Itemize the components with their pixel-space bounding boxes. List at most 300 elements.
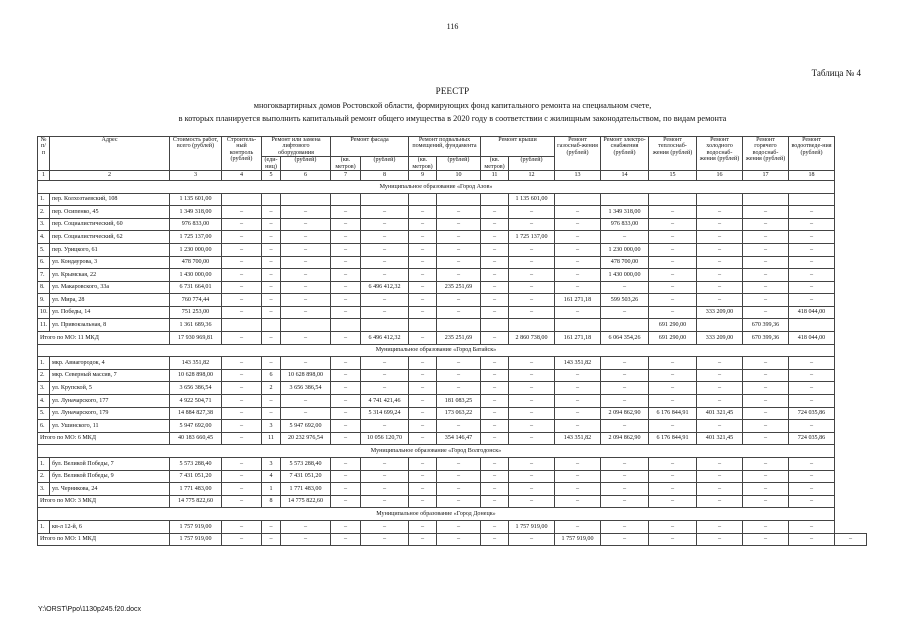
table-cell: –	[697, 483, 743, 496]
table-cell: 1 135 601,00	[509, 193, 555, 206]
table-cell: –	[409, 231, 437, 244]
table-cell	[437, 193, 481, 206]
municipality-row	[38, 180, 867, 193]
table-cell: –	[222, 269, 262, 282]
table-cell: –	[555, 269, 601, 282]
table-cell: –	[601, 483, 649, 496]
table-cell: –	[509, 281, 555, 294]
table-cell: 1 725 137,00	[509, 231, 555, 244]
table-cell: –	[555, 231, 601, 244]
document-subtitle-line-1: многоквартирных домов Ростовской области, формирующих фонд капитального ремонта на специальном счете,	[253, 101, 652, 110]
table-cell: –	[361, 420, 409, 433]
table-cell: –	[281, 407, 331, 420]
header-num: № п/п	[38, 137, 50, 171]
table-cell: 173 063,22	[437, 407, 481, 420]
table-cell: –	[331, 218, 361, 231]
table-cell: –	[789, 281, 835, 294]
table-cell: 1 230 000,00	[170, 243, 222, 256]
table-cell: –	[509, 218, 555, 231]
address-cell: пер. Колхозтаевский, 108	[50, 193, 170, 206]
table-cell: –	[743, 206, 789, 219]
table-cell: –	[262, 231, 281, 244]
table-cell: –	[555, 407, 601, 420]
table-cell: –	[331, 231, 361, 244]
total-cell: –	[222, 432, 262, 445]
table-cell: 3.	[38, 382, 50, 395]
header-cost: Стоимость работ, всего (рублей)	[170, 137, 222, 171]
municipality-name: Муниципальное образование «Город Волгодонск»	[38, 445, 835, 458]
table-cell	[601, 319, 649, 332]
table-cell	[222, 193, 262, 206]
table-cell: 1 230 000,00	[601, 243, 649, 256]
table-cell: 751 253,00	[170, 306, 222, 319]
table-cell: 143 351,82	[555, 357, 601, 370]
address-cell: ул. Крупской, 5	[50, 382, 170, 395]
table-cell	[555, 319, 601, 332]
table-cell: –	[331, 256, 361, 269]
column-number: 18	[789, 170, 835, 180]
table-cell: –	[697, 243, 743, 256]
table-cell: –	[262, 306, 281, 319]
table-cell	[409, 319, 437, 332]
table-cell: –	[222, 281, 262, 294]
table-cell: 478 700,00	[170, 256, 222, 269]
column-number-row	[38, 170, 867, 180]
table-cell: –	[281, 294, 331, 307]
table-cell	[697, 319, 743, 332]
table-cell: –	[262, 395, 281, 408]
table-cell: 6 496 412,32	[361, 281, 409, 294]
total-cell: 17 930 969,81	[170, 332, 222, 345]
table-cell: –	[361, 256, 409, 269]
table-row	[38, 395, 867, 408]
header-facade-rub: (рублей)	[361, 157, 409, 171]
table-cell: –	[649, 483, 697, 496]
table-cell: –	[437, 483, 481, 496]
total-cell: 724 035,86	[789, 432, 835, 445]
header-basement: Ремонт подвальных помещений, фундамента	[409, 137, 481, 157]
column-number: 9	[409, 170, 437, 180]
table-cell: 1 771 483,00	[281, 483, 331, 496]
table-cell: 1 757 919,00	[509, 520, 555, 533]
table-cell: –	[697, 369, 743, 382]
table-cell: –	[697, 395, 743, 408]
table-cell: –	[743, 395, 789, 408]
table-cell: –	[409, 520, 437, 533]
table-cell: –	[222, 395, 262, 408]
total-cell: –	[361, 533, 409, 546]
table-cell: –	[262, 243, 281, 256]
table-cell: –	[601, 281, 649, 294]
table-cell: –	[222, 256, 262, 269]
total-cell: –	[262, 533, 281, 546]
table-row	[38, 458, 867, 471]
table-cell: –	[481, 294, 509, 307]
table-row	[38, 357, 867, 370]
table-cell: –	[601, 520, 649, 533]
table-header	[38, 137, 867, 171]
total-cell: –	[649, 533, 697, 546]
table-cell: –	[481, 483, 509, 496]
table-row	[38, 382, 867, 395]
table-row	[38, 407, 867, 420]
table-cell: –	[437, 306, 481, 319]
table-cell: 11.	[38, 319, 50, 332]
table-cell: –	[481, 458, 509, 471]
table-cell: –	[649, 420, 697, 433]
table-cell: –	[361, 269, 409, 282]
header-heat: Ремонт теплоснаб-жения (рублей)	[649, 137, 697, 171]
header-elevator-units: (еди-ниц)	[262, 157, 281, 171]
total-cell: 11	[262, 432, 281, 445]
table-cell: –	[743, 357, 789, 370]
table-cell: –	[601, 395, 649, 408]
table-cell: –	[789, 520, 835, 533]
table-cell: –	[481, 470, 509, 483]
total-row	[38, 432, 867, 445]
table-cell: 1 430 000,00	[601, 269, 649, 282]
total-label: Итого по МО: 1 МКД	[38, 533, 170, 546]
table-cell: –	[601, 231, 649, 244]
table-cell: –	[509, 458, 555, 471]
address-cell: ул. Макаровского, 33а	[50, 281, 170, 294]
table-cell: –	[789, 420, 835, 433]
table-cell: 3.	[38, 483, 50, 496]
table-cell: –	[222, 483, 262, 496]
table-cell: –	[509, 395, 555, 408]
table-row	[38, 218, 867, 231]
total-cell: 691 290,00	[649, 332, 697, 345]
total-cell: –	[331, 332, 361, 345]
total-label: Итого по МО: 6 МКД	[38, 432, 170, 445]
table-cell: 4 922 504,71	[170, 395, 222, 408]
table-cell: –	[481, 306, 509, 319]
table-cell: –	[649, 256, 697, 269]
header-gas: Ремонт газоснаб-жения (рублей)	[555, 137, 601, 171]
table-cell: –	[697, 269, 743, 282]
table-cell: –	[262, 218, 281, 231]
table-cell: 161 271,18	[555, 294, 601, 307]
table-cell: –	[331, 206, 361, 219]
table-cell: 2 094 862,90	[601, 407, 649, 420]
table-cell	[789, 319, 835, 332]
table-cell: –	[361, 470, 409, 483]
table-cell: 1 135 601,00	[170, 193, 222, 206]
table-cell: –	[509, 369, 555, 382]
table-cell: –	[409, 407, 437, 420]
total-cell: –	[281, 533, 331, 546]
table-cell: –	[555, 420, 601, 433]
total-cell: –	[697, 533, 743, 546]
document-title: РЕЕСТР	[435, 86, 470, 96]
table-cell	[481, 193, 509, 206]
total-cell: 161 271,18	[555, 332, 601, 345]
table-cell: 9.	[38, 294, 50, 307]
table-cell: –	[697, 382, 743, 395]
table-cell: 2.	[38, 369, 50, 382]
table-cell: –	[481, 407, 509, 420]
header-facade: Ремонт фасада	[331, 137, 409, 157]
table-cell: 333 209,00	[697, 306, 743, 319]
table-cell: –	[789, 294, 835, 307]
table-cell: 3	[262, 458, 281, 471]
table-cell: –	[509, 483, 555, 496]
table-cell: 4 741 421,46	[361, 395, 409, 408]
table-cell: –	[649, 269, 697, 282]
address-cell: пер. Урицкого, 61	[50, 243, 170, 256]
table-cell: –	[409, 369, 437, 382]
table-row	[38, 369, 867, 382]
table-cell: 10 628 898,00	[281, 369, 331, 382]
table-cell: 3 656 386,54	[281, 382, 331, 395]
table-cell: –	[281, 520, 331, 533]
total-cell: –	[222, 533, 262, 546]
total-row	[38, 495, 867, 508]
table-cell: –	[743, 470, 789, 483]
table-cell: –	[509, 470, 555, 483]
table-cell: –	[649, 520, 697, 533]
table-cell: 1 725 137,00	[170, 231, 222, 244]
table-cell: –	[222, 243, 262, 256]
table-cell: –	[331, 520, 361, 533]
table-cell: –	[437, 256, 481, 269]
table-cell: –	[697, 281, 743, 294]
address-cell: ул. Луначарского, 179	[50, 407, 170, 420]
table-cell: –	[789, 382, 835, 395]
table-cell: 6.	[38, 256, 50, 269]
table-cell: –	[481, 520, 509, 533]
table-cell: –	[331, 483, 361, 496]
table-cell: –	[361, 520, 409, 533]
municipality-name: Муниципальное образование «Город Донецк»	[38, 508, 835, 521]
table-cell: –	[743, 256, 789, 269]
table-cell	[437, 319, 481, 332]
table-cell: –	[601, 382, 649, 395]
table-cell: 691 290,00	[649, 319, 697, 332]
header-basement-rub: (рублей)	[437, 157, 481, 171]
table-cell: 976 833,00	[601, 218, 649, 231]
table-cell: 1 361 689,36	[170, 319, 222, 332]
table-cell: –	[361, 243, 409, 256]
table-cell	[331, 319, 361, 332]
table-row	[38, 294, 867, 307]
table-cell	[481, 319, 509, 332]
column-number: 2	[50, 170, 170, 180]
table-cell: –	[743, 269, 789, 282]
table-row	[38, 193, 867, 206]
table-cell: –	[789, 206, 835, 219]
total-cell: 354 146,47	[437, 432, 481, 445]
header-construction-control: Строитель-ный контроль (рублей)	[222, 137, 262, 171]
table-cell: –	[697, 206, 743, 219]
table-cell: 5 947 692,00	[170, 420, 222, 433]
table-cell: –	[481, 420, 509, 433]
address-cell: пер. Осипенко, 45	[50, 206, 170, 219]
table-cell: –	[481, 395, 509, 408]
total-cell: –	[743, 533, 789, 546]
total-cell: –	[331, 533, 361, 546]
table-cell: –	[437, 218, 481, 231]
table-cell: –	[437, 269, 481, 282]
table-cell: –	[649, 395, 697, 408]
table-cell: –	[697, 420, 743, 433]
total-cell: 2 860 738,00	[509, 332, 555, 345]
table-cell: 1 349 318,00	[601, 206, 649, 219]
table-cell: –	[555, 218, 601, 231]
table-cell: –	[481, 281, 509, 294]
total-cell: –	[262, 332, 281, 345]
table-cell: –	[697, 218, 743, 231]
header-facade-sqm: (кв. метров)	[331, 157, 361, 171]
total-cell: –	[509, 432, 555, 445]
table-cell: –	[222, 382, 262, 395]
table-cell: 7 431 051,20	[170, 470, 222, 483]
total-cell: –	[361, 495, 409, 508]
table-cell: 3 656 386,54	[170, 382, 222, 395]
total-cell: 8	[262, 495, 281, 508]
table-cell: 724 035,86	[789, 407, 835, 420]
table-cell: –	[509, 269, 555, 282]
total-cell: –	[409, 332, 437, 345]
total-cell: –	[409, 495, 437, 508]
header-roof-rub: (рублей)	[509, 157, 555, 171]
table-cell: –	[649, 458, 697, 471]
table-row	[38, 281, 867, 294]
table-cell: –	[509, 243, 555, 256]
address-cell: бул. Великой Победы, 7	[50, 458, 170, 471]
table-cell: –	[331, 470, 361, 483]
table-row	[38, 483, 867, 496]
table-row	[38, 520, 867, 533]
table-cell: 2	[262, 382, 281, 395]
table-cell: –	[222, 218, 262, 231]
table-cell: –	[481, 218, 509, 231]
table-cell: –	[222, 306, 262, 319]
table-cell: –	[409, 458, 437, 471]
table-cell: –	[222, 520, 262, 533]
address-cell: кв-л 12-й, 6	[50, 520, 170, 533]
table-cell: –	[789, 218, 835, 231]
table-cell: –	[281, 231, 331, 244]
total-cell: 6 496 412,32	[361, 332, 409, 345]
total-cell: –	[789, 495, 835, 508]
table-cell: –	[331, 281, 361, 294]
table-cell: –	[743, 458, 789, 471]
table-cell: –	[789, 483, 835, 496]
total-cell: –	[437, 533, 481, 546]
table-cell: –	[262, 281, 281, 294]
table-cell: –	[409, 395, 437, 408]
table-cell: –	[361, 458, 409, 471]
table-cell: –	[437, 294, 481, 307]
table-cell: 1.	[38, 357, 50, 370]
table-cell: –	[437, 470, 481, 483]
table-cell: –	[281, 395, 331, 408]
table-cell: 6 731 664,01	[170, 281, 222, 294]
table-cell: –	[555, 458, 601, 471]
table-cell: –	[649, 231, 697, 244]
table-cell: –	[789, 369, 835, 382]
table-cell: 3	[262, 420, 281, 433]
address-cell: пер. Социалистический, 62	[50, 231, 170, 244]
table-row	[38, 243, 867, 256]
table-cell: 1.	[38, 193, 50, 206]
table-cell	[361, 319, 409, 332]
total-cell: –	[222, 332, 262, 345]
table-cell: –	[281, 269, 331, 282]
total-cell: 10 056 120,70	[361, 432, 409, 445]
table-cell: –	[361, 231, 409, 244]
table-cell: –	[555, 483, 601, 496]
header-elevator-rub: (рублей)	[281, 157, 331, 171]
total-cell: –	[697, 495, 743, 508]
table-cell: –	[361, 483, 409, 496]
table-cell: –	[743, 382, 789, 395]
table-cell: –	[697, 470, 743, 483]
column-number: 8	[361, 170, 409, 180]
table-cell: –	[361, 357, 409, 370]
table-cell: –	[649, 294, 697, 307]
table-cell: –	[743, 483, 789, 496]
table-cell: 235 251,69	[437, 281, 481, 294]
header-roof-sqm: (кв. метров)	[481, 157, 509, 171]
table-cell: 10.	[38, 306, 50, 319]
document-subtitle-line-2: в которых планируется выполнить капитальный ремонт общего имущества в 2020 году в соответствии с жилищным законодательством, по видам ремонта	[178, 114, 727, 123]
column-number: 16	[697, 170, 743, 180]
table-cell: 5.	[38, 407, 50, 420]
column-number: 13	[555, 170, 601, 180]
table-cell: –	[262, 256, 281, 269]
table-cell: –	[481, 256, 509, 269]
table-cell: 10 628 898,00	[170, 369, 222, 382]
table-cell: –	[743, 520, 789, 533]
table-cell: –	[281, 357, 331, 370]
table-body	[38, 170, 867, 545]
table-cell	[281, 319, 331, 332]
table-cell: –	[481, 369, 509, 382]
total-cell: 2 094 862,90	[601, 432, 649, 445]
total-cell: 401 321,45	[697, 432, 743, 445]
table-cell: –	[555, 256, 601, 269]
column-number: 17	[743, 170, 789, 180]
table-cell: –	[743, 407, 789, 420]
table-cell: 4	[262, 470, 281, 483]
table-cell: –	[437, 206, 481, 219]
table-cell: –	[789, 231, 835, 244]
table-cell: –	[331, 395, 361, 408]
table-cell: –	[437, 520, 481, 533]
table-cell: –	[331, 357, 361, 370]
table-cell: –	[649, 382, 697, 395]
table-cell: 5.	[38, 243, 50, 256]
total-cell: 20 232 976,54	[281, 432, 331, 445]
table-cell: –	[281, 256, 331, 269]
total-cell: –	[481, 332, 509, 345]
table-cell: –	[331, 269, 361, 282]
table-cell: –	[222, 294, 262, 307]
column-number: 7	[331, 170, 361, 180]
table-cell: –	[509, 407, 555, 420]
table-cell: 478 700,00	[601, 256, 649, 269]
table-cell: 5 573 288,40	[281, 458, 331, 471]
total-cell: –	[601, 533, 649, 546]
address-cell: ул. Привокзальная, 8	[50, 319, 170, 332]
table-cell: 6 176 844,91	[649, 407, 697, 420]
total-cell: –	[649, 495, 697, 508]
table-row	[38, 420, 867, 433]
address-cell: ул. Мира, 28	[50, 294, 170, 307]
table-cell: –	[789, 269, 835, 282]
